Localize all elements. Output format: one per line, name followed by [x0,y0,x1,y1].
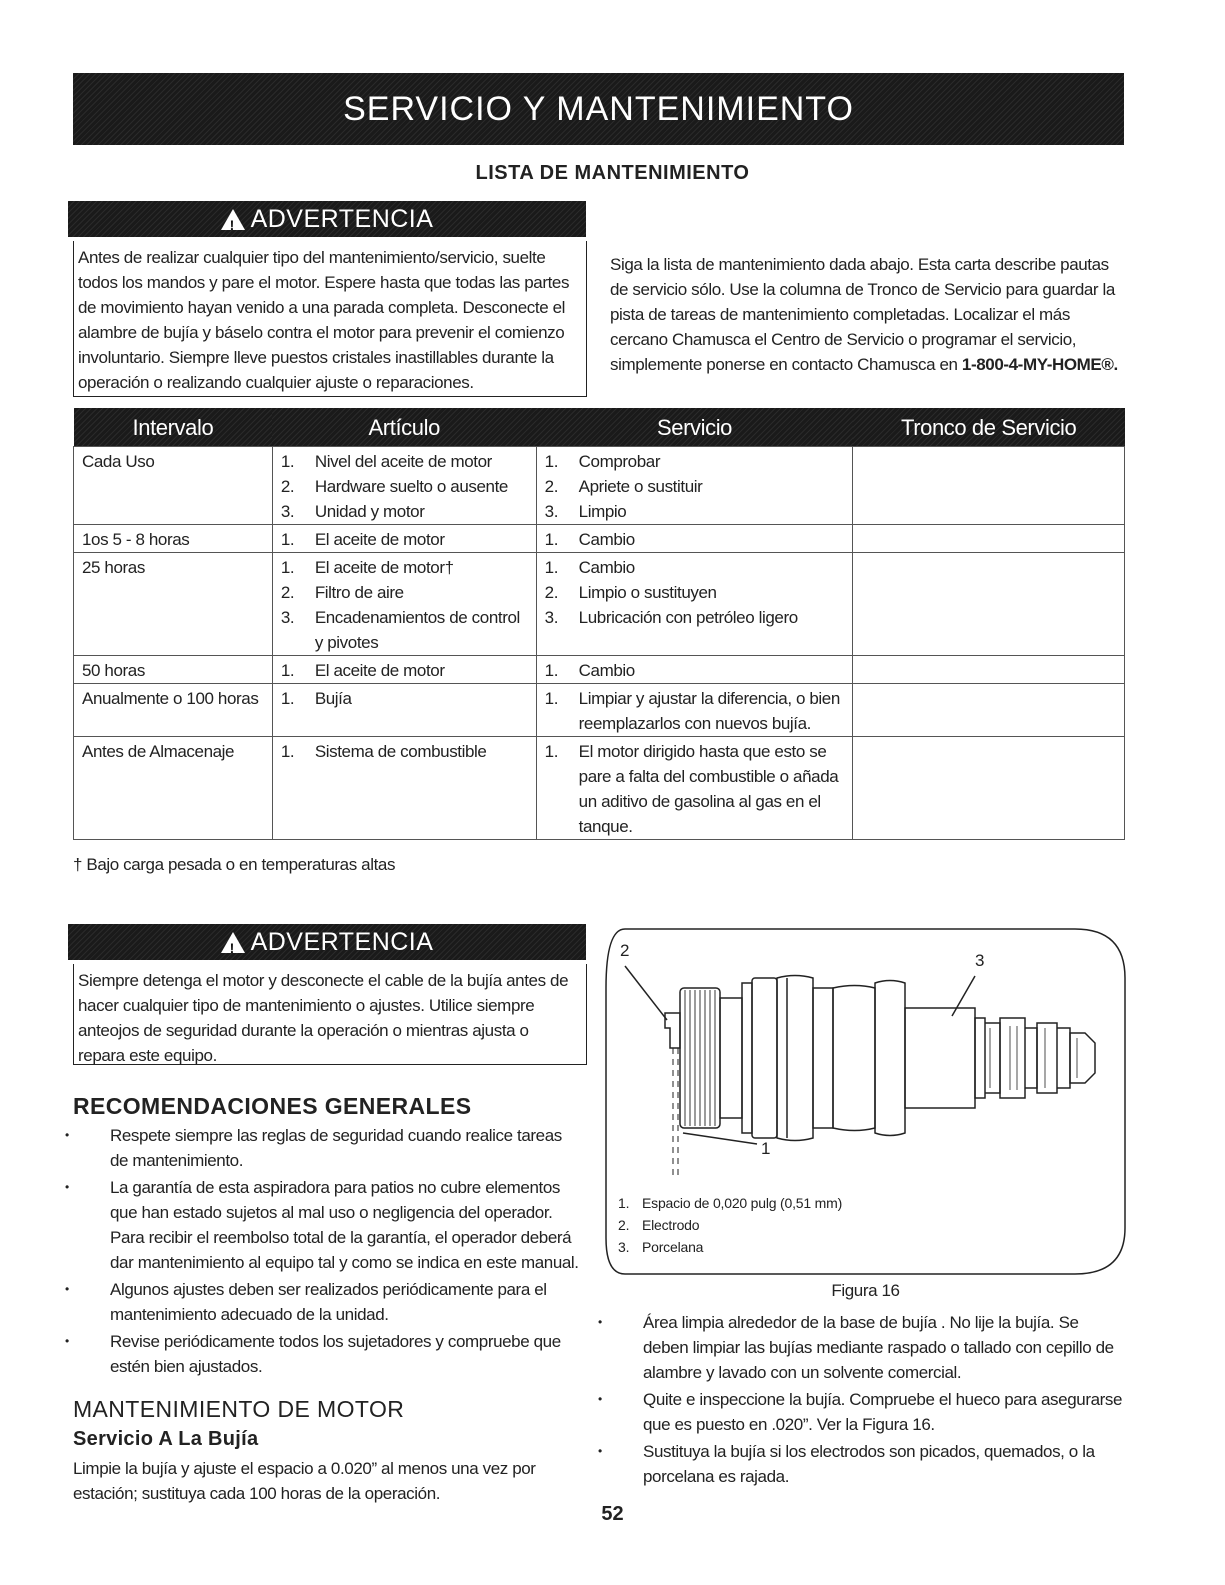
page-number: 52 [601,1503,624,1525]
callout-label-2: 2 [620,941,630,960]
entry-number: 1. [544,452,559,471]
entry-text: Sistema de combustible [314,742,487,761]
service-log-cell [853,684,1125,737]
table-row [74,525,1125,553]
callout-label-1: 1 [761,1139,771,1158]
entry-text: Comprobar [578,452,661,471]
entry-text: Hardware suelto o ausente [314,477,508,496]
bullet-icon [63,1329,110,1379]
warning-title: ADVERTENCIA [250,204,434,233]
header-servicio: Servicio [656,414,733,440]
service-cell [536,447,853,525]
callout-label-3: 3 [975,951,985,970]
service-entry [545,580,847,605]
warning-box-top [73,204,587,397]
recommendations-heading: RECOMENDACIONES GENERALES [73,1093,472,1119]
entry-number: 3. [280,502,295,521]
bullet-icon [63,1175,110,1275]
item-cell [272,553,536,656]
entry-number: 2. [544,583,559,602]
entry-text: Limpio o sustituyen [578,583,717,602]
bullet-icon [63,1123,110,1173]
intro-text: Siga la lista de mantenimiento dada abajo. Esta carta describe pautas de servicio sólo. Use la columna de Tronco de Servicio para guardar la pista de tareas de mantenimiento completadas. Localizar el más cercano Chamusca el Centro de Servicio o programar el servicio, simplemente ponerse en contacto Chamusca en [610,255,1115,374]
entry-text: Cambio [578,530,635,549]
item-entry [281,580,530,605]
bullet-text: Algunos ajustes deben ser realizados periódicamente para el mantenimiento adecuado de la unidad. [110,1280,547,1324]
entry-text: Nivel del aceite de motor [314,452,492,471]
item-entry [281,527,530,552]
entry-text: Filtro de aire [314,583,404,602]
bullet-icon [596,1439,643,1489]
warning-triangle-icon [221,932,245,953]
entry-number: 1. [280,530,295,549]
bullet-text: Área limpia alrededor de la base de bujía . No lije la bujía. Se deben limpiar las bujías mediante raspado o tallado con cepillo de alambre y lavado con un solvente comercial. [643,1313,1114,1382]
legend-text: Espacio de 0,020 pulg (0,51 mm) [642,1195,843,1211]
service-log-cell [853,737,1125,840]
bullet-item [63,1123,583,1173]
item-entry [281,739,530,764]
service-entry [545,658,847,683]
bullet-icon [596,1387,643,1437]
engine-heading: MANTENIMIENTO DE MOTOR [73,1396,405,1422]
bullet-item [596,1439,1126,1489]
interval-cell: 50 horas [74,656,273,684]
entry-number: 1. [544,530,559,549]
header-intervalo: Intervalo [132,414,214,440]
warning-title: ADVERTENCIA [250,927,434,956]
entry-text: El aceite de motor [314,530,445,549]
spark-plug-bullets [596,1310,1126,1491]
service-entry [545,527,847,552]
item-entry [281,499,530,524]
list-heading: LISTA DE MANTENIMIENTO [475,162,750,184]
table-row [74,553,1125,656]
service-entry [545,739,847,839]
table-row [74,447,1125,525]
item-cell [272,737,536,840]
entry-number: 1. [280,742,295,761]
warning-text: Antes de realizar cualquier tipo del mantenimiento/servicio, suelte todos los mandos y pare el motor. Espere hasta que todas las partes de movimiento hayan venido a una parada completa. Desconecte el alambre de bujía y báselo contra el motor para prevenir el comienzo involuntario. Siempre lleve puestos cristales inastillables durante la operación o realizando cualquier ajuste o reparaciones. [78,248,570,392]
bullet-item [63,1175,583,1275]
warning-header [68,924,586,960]
entry-number: 3. [280,608,295,627]
entry-text: Cambio [578,661,635,680]
entry-number: 2. [544,477,559,496]
warning-triangle-icon [221,209,245,230]
entry-number: 1. [544,661,559,680]
item-entry [281,686,530,711]
service-cell [536,737,853,840]
bullet-text: Respete siempre las reglas de seguridad cuando realice tareas de mantenimiento. [110,1126,562,1170]
figure-legend [618,1192,842,1258]
intro-paragraph [610,252,1130,377]
service-log-cell [853,656,1125,684]
bullet-item [63,1277,583,1327]
item-cell [272,684,536,737]
item-entry [281,658,530,683]
service-entry [545,605,847,630]
bullet-text: Quite e inspeccione la bujía. Compruebe el hueco para asegurarse que es puesto en .020”. Ver la Figura 16. [643,1390,1123,1434]
entry-text: Cambio [578,558,635,577]
phone-number: 1-800-4-MY-HOME®. [961,355,1118,374]
entry-text: Lubricación con petróleo ligero [578,608,798,627]
item-entry [281,449,530,474]
entry-number: 2. [280,477,295,496]
entry-text: Limpio [578,502,627,521]
entry-number: 3. [544,502,559,521]
item-entry [281,605,530,655]
table-row [74,656,1125,684]
legend-item [618,1192,842,1214]
bullet-text: Revise periódicamente todos los sujetadores y compruebe que estén bien ajustados. [110,1332,561,1376]
bullet-text: La garantía de esta aspiradora para patios no cubre elementos que han estado sujetos al mal uso o negligencia del operador. Para recibir el reembolso total de la garantía, el operador deberá dar mantenimiento al equipo tal y como se indica en este manual. [110,1178,579,1272]
table-body [74,447,1125,840]
entry-number: 1. [280,689,295,708]
entry-number: 1. [544,558,559,577]
legend-text: Electrodo [642,1217,700,1233]
entry-text: Encadenamientos de control y pivotes [314,608,520,652]
bullet-text: Sustituya la bujía si los electrodos son picados, quemados, o la porcelana es rajada. [643,1442,1095,1486]
interval-cell: 1os 5 - 8 horas [74,525,273,553]
service-entry [545,499,847,524]
service-entry [545,474,847,499]
page-banner [73,73,1124,145]
table-row [74,737,1125,840]
table-header-row [74,408,1125,447]
legend-item [618,1236,842,1258]
service-log-cell [853,553,1125,656]
entry-number: 1. [280,558,295,577]
warning-box-bottom [73,927,587,1065]
item-entry [281,555,530,580]
entry-text: Bujía [314,689,352,708]
entry-text: El motor dirigido hasta que esto se pare a falta del combustible o añada un aditivo de gasolina al gas en el tanque. [578,742,839,836]
interval-cell: 25 horas [74,553,273,656]
service-cell [536,553,853,656]
entry-number: 1. [544,742,559,761]
legend-number: 2. [618,1217,630,1233]
interval-cell: Antes de Almacenaje [74,737,273,840]
bullet-item [596,1387,1126,1437]
item-entry [281,474,530,499]
entry-text: El aceite de motor† [314,558,454,577]
bullet-item [596,1310,1126,1385]
service-cell [536,656,853,684]
service-cell [536,525,853,553]
spark-plug-illustration [625,966,1095,1178]
entry-number: 1. [544,689,559,708]
item-cell [272,525,536,553]
figure-caption: Figura 16 [831,1281,900,1300]
entry-text: Unidad y motor [314,502,425,521]
warning-text: Siempre detenga el motor y desconecte el cable de la bujía antes de hacer cualquier tipo de mantenimiento o ajustes. Utilice siempre anteojos de seguridad durante la operación o mientras ajusta o repara este equipo. [78,971,569,1065]
warning-header [68,201,586,237]
interval-cell: Cada Uso [74,447,273,525]
service-log-cell [853,525,1125,553]
interval-cell: Anualmente o 100 horas [74,684,273,737]
entry-number: 3. [544,608,559,627]
service-cell [536,684,853,737]
entry-number: 2. [280,583,295,602]
bullet-icon [63,1277,110,1327]
item-cell [272,447,536,525]
recommendations-list [63,1123,583,1381]
entry-text: Limpiar y ajustar la diferencia, o bien reemplazarlos con nuevos bujía. [578,689,840,733]
service-entry [545,555,847,580]
spark-plug-text: Limpie la bujía y ajuste el espacio a 0.020” al menos una vez por estación; sustituya cada 100 horas de la operación. [73,1459,536,1503]
bullet-icon [596,1310,643,1385]
header-tronco: Tronco de Servicio [900,414,1077,440]
bullet-item [63,1329,583,1379]
legend-number: 1. [618,1195,630,1211]
entry-number: 1. [280,661,295,680]
maintenance-table [73,408,1125,840]
item-cell [272,656,536,684]
spark-plug-subheading: Servicio A La Bujía [73,1428,259,1450]
entry-text: Apriete o sustituir [578,477,703,496]
entry-number: 1. [280,452,295,471]
page-title: SERVICIO Y MANTENIMIENTO [343,89,854,128]
table-footnote: † Bajo carga pesada o en temperaturas altas [73,855,396,874]
legend-number: 3. [618,1239,630,1255]
service-entry [545,686,847,736]
service-entry [545,449,847,474]
table-row [74,684,1125,737]
legend-item [618,1214,842,1236]
header-articulo: Artículo [368,414,440,440]
legend-text: Porcelana [642,1239,704,1255]
entry-text: El aceite de motor [314,661,445,680]
service-log-cell [853,447,1125,525]
